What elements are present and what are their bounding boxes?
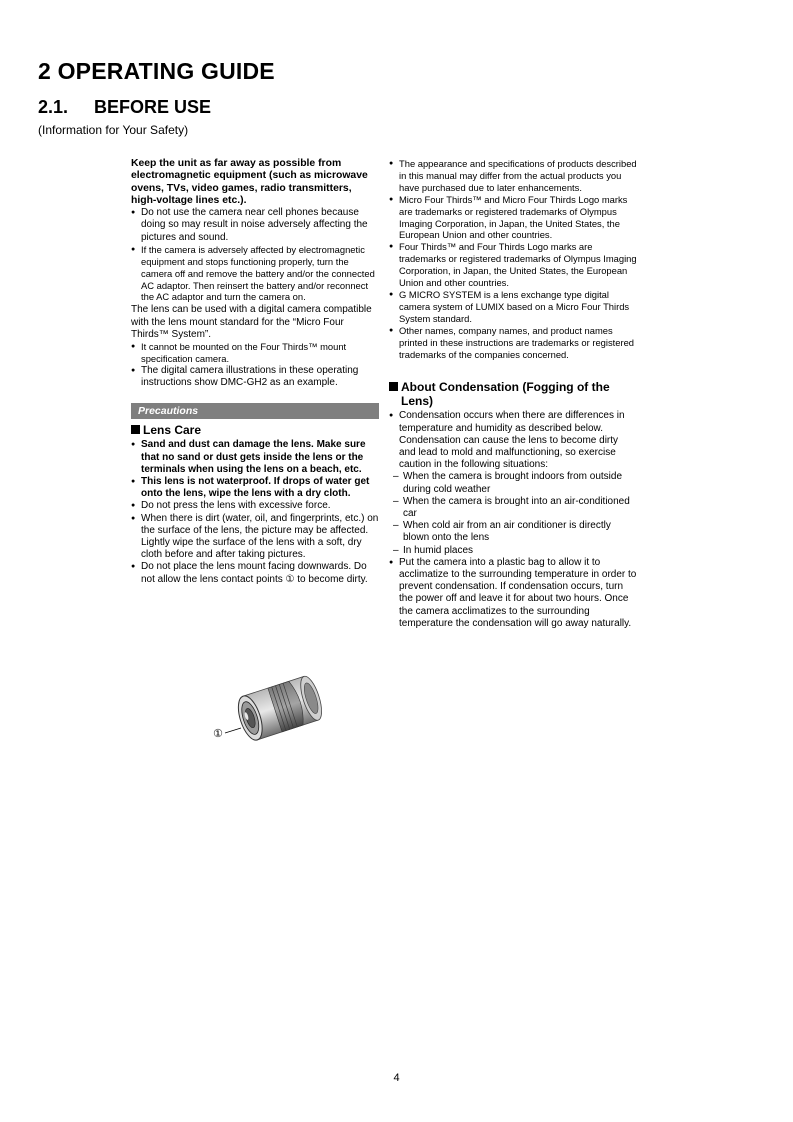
list-item: ● Four Thirds™ and Four Thirds Logo marks are trademarks or registered trademarks of Olympus Imaging Corporation, in Japan, the United States, the European Union and other countries. [389, 241, 637, 289]
right-column [389, 158, 637, 630]
square-bullet-icon [389, 382, 398, 391]
list-item: – When the camera is brought indoors from outside during cold weather [389, 471, 637, 495]
lens-care-list [131, 439, 379, 585]
condensation-advice-list [389, 557, 637, 630]
left-column [131, 158, 379, 586]
mount-bullet-list [131, 341, 379, 389]
list-item: ● Do not use the camera near cell phones because doing so may result in noise adversely affecting the pictures and sound. [131, 207, 379, 244]
list-item: – In humid places [389, 545, 637, 557]
list-item: – When cold air from an air conditioner is directly blown onto the lens [389, 520, 637, 544]
lens-illustration [205, 665, 335, 755]
chapter-title: 2 OPERATING GUIDE [38, 58, 275, 84]
intro-note: (Information for Your Safety) [38, 123, 189, 137]
condensation-cases [389, 471, 637, 556]
condensation-list [389, 410, 637, 471]
list-item: ● The digital camera illustrations in these operating instructions show DMC-GH2 as an example. [131, 365, 379, 389]
list-item: – When the camera is brought into an air-conditioned car [389, 496, 637, 520]
list-item: ● This lens is not waterproof. If drops of water get onto the lens, wipe the lens with a dry cloth. [131, 476, 379, 500]
list-item: ● Condensation occurs when there are differences in temperature and humidity as described below. Condensation can cause the lens to become dirty and lead to mold and malfunctioning, so exercise caution in the following situations: [389, 410, 637, 471]
list-item: ● Do not press the lens with excessive force. [131, 500, 379, 512]
lens-care-title: Lens Care [143, 423, 202, 438]
list-item: ● If the camera is adversely affected by electromagnetic equipment and stops functioning properly, turn the camera off and remove the battery and/or the connected AC adaptor. Then reinsert the battery and/or reconnect the AC adaptor and turn the camera on. [131, 244, 379, 304]
list-item: ● The appearance and specifications of products described in this manual may differ from the actual products you have purchased due to later enhancements. [389, 158, 637, 194]
figure-callout-label: ① [213, 727, 223, 740]
list-item: ● Sand and dust can damage the lens. Make sure that no sand or dust gets inside the lens or the terminals when using the lens on a beach, etc. [131, 439, 379, 476]
condensation-heading [389, 380, 637, 408]
list-item: ● G MICRO SYSTEM is a lens exchange type digital camera system of LUMIX based on a Micro Four Thirds System standard. [389, 289, 637, 325]
list-item: ● Micro Four Thirds™ and Micro Four Thirds Logo marks are trademarks or registered trademarks of Olympus Imaging Corporation, in Japan, the United States, the European Union and other countries. [389, 194, 637, 242]
precautions-bar: Precautions [131, 403, 379, 419]
list-item: ● Do not place the lens mount facing downwards. Do not allow the lens contact points ① to become dirty. [131, 561, 379, 585]
em-warning: Keep the unit as far away as possible from electromagnetic equipment (such as microwave ovens, TVs, video games, radio transmitters, high-voltage lines etc.). [131, 158, 368, 206]
lens-care-heading [131, 423, 379, 437]
square-bullet-icon [131, 425, 140, 434]
mount-text: The lens can be used with a digital camera compatible with the lens mount standard for the “Micro Four Thirds™ System”. [131, 304, 372, 340]
em-bullet-list [131, 207, 379, 303]
info-bullet-list [389, 158, 637, 360]
list-item: ● When there is dirt (water, oil, and fingerprints, etc.) on the surface of the lens, the picture may be affected. Lightly wipe the surface of the lens with a soft, dry cloth before and after taking pictures. [131, 513, 379, 562]
section-heading [38, 97, 211, 118]
list-item: ● Other names, company names, and product names printed in these instructions are trademarks or registered trademarks of the companies concerned. [389, 325, 637, 361]
list-item: ● Put the camera into a plastic bag to allow it to acclimatize to the surrounding temperature in order to prevent condensation. If condensation occurs, turn the power off and leave it for about two hours. Once the camera acclimatizes to the surrounding temperature the condensation will go away naturally. [389, 557, 637, 630]
section-number: 2.1. [38, 97, 69, 117]
section-title: BEFORE USE [94, 97, 212, 117]
condensation-title: About Condensation (Fogging of the Lens) [401, 380, 610, 409]
list-item: ● It cannot be mounted on the Four Thirds™ mount specification camera. [131, 341, 379, 365]
page-number: 4 [393, 1072, 400, 1084]
